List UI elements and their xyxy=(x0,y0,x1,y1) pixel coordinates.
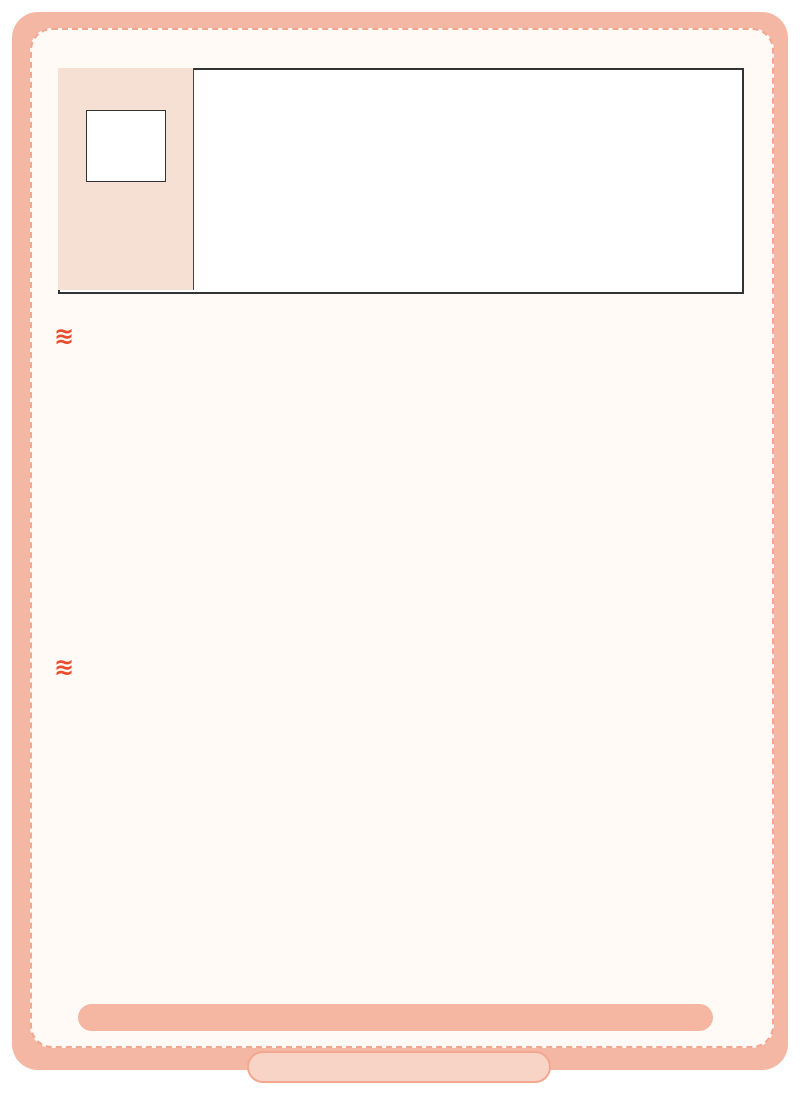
section-2-icon: ≋ xyxy=(54,653,75,681)
footer-pill xyxy=(247,1051,551,1083)
rating-bar xyxy=(78,1004,713,1031)
main-character-box xyxy=(86,110,166,182)
section-1-icon: ≋ xyxy=(54,322,75,350)
